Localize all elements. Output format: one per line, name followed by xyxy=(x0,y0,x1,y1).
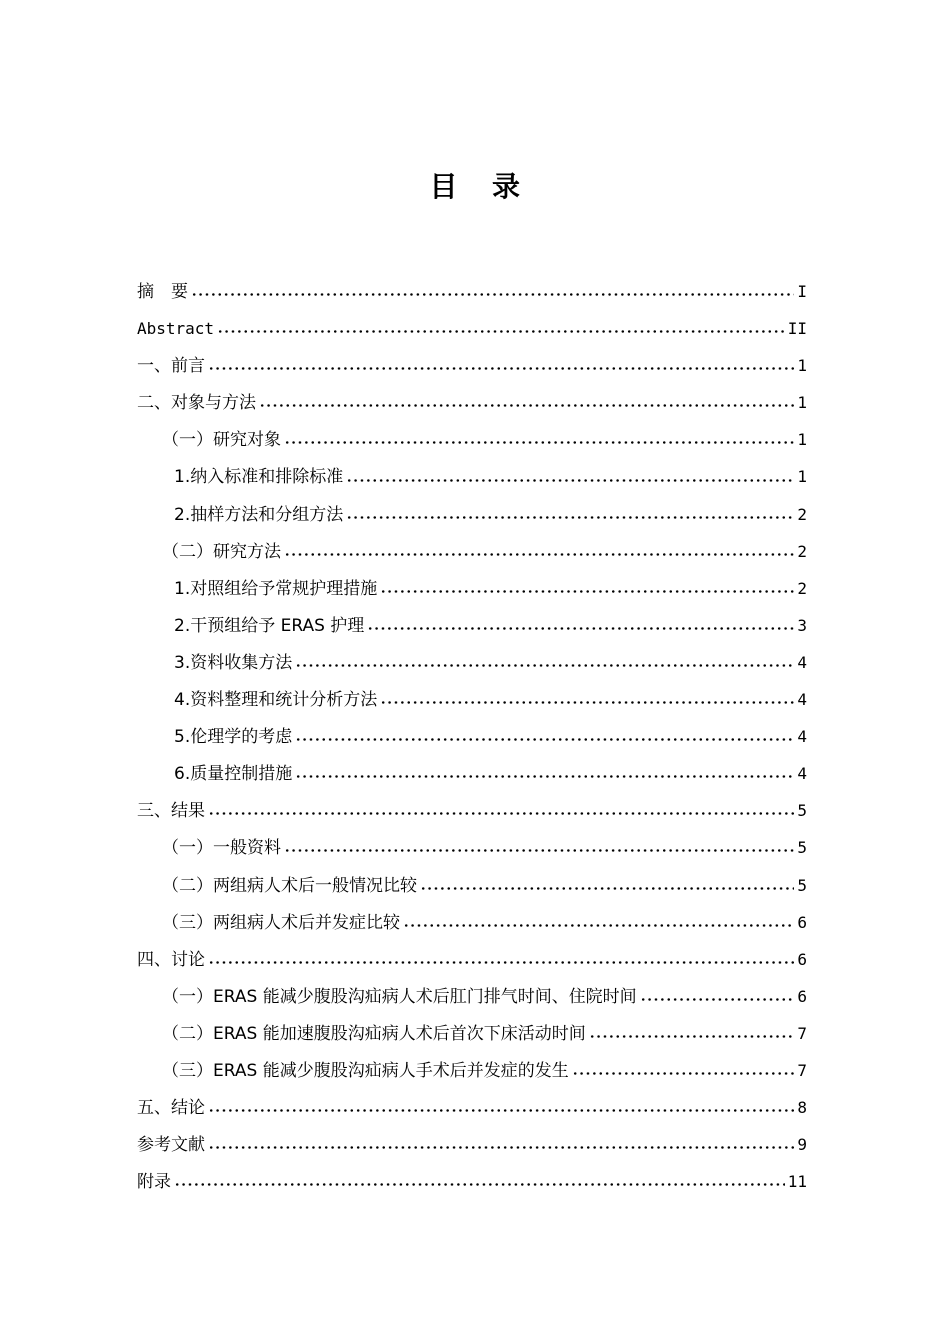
toc-entry[interactable] xyxy=(137,384,807,421)
toc-entry[interactable] xyxy=(137,1126,807,1163)
toc-entry[interactable] xyxy=(137,681,807,718)
toc-entry-title: 四、讨论 xyxy=(137,949,205,970)
toc-entry-page: 9 xyxy=(797,1135,807,1155)
toc-entry[interactable] xyxy=(137,755,807,792)
toc-entry-title: 三、结果 xyxy=(137,801,205,822)
toc-entry-page: I xyxy=(797,282,807,301)
toc-dot-leader xyxy=(295,738,794,741)
toc-entry[interactable] xyxy=(137,273,807,310)
toc-dot-leader xyxy=(208,812,794,815)
toc-entry-title: （二）ERAS 能加速腹股沟疝病人术后首次下床活动时间 xyxy=(162,1023,586,1044)
toc-entry-page: 4 xyxy=(797,690,807,710)
toc-entry-page: 2 xyxy=(797,578,807,598)
toc-entry-title: 2.干预组给予 ERAS 护理 xyxy=(174,615,365,636)
toc-entry-page: II xyxy=(787,319,807,339)
title-char-right: 录 xyxy=(492,170,521,203)
toc-entry-page: 2 xyxy=(797,504,807,524)
toc-dot-leader xyxy=(208,367,794,370)
toc-dot-leader xyxy=(380,701,794,704)
toc-entry-title: （一）一般资料 xyxy=(162,838,281,859)
toc-entry-title: 1.对照组给予常规护理措施 xyxy=(174,578,378,599)
toc-entry[interactable] xyxy=(137,1052,807,1089)
toc-entry[interactable] xyxy=(137,1015,807,1052)
toc-dot-leader xyxy=(403,924,794,927)
toc-entry-page: 2 xyxy=(797,541,807,561)
toc-entry[interactable] xyxy=(137,644,807,681)
toc-dot-leader xyxy=(640,998,795,1001)
toc-entry-page: 1 xyxy=(797,430,807,450)
toc-dot-leader xyxy=(191,293,794,296)
toc-entry[interactable] xyxy=(137,496,807,533)
toc-dot-leader xyxy=(420,887,794,890)
toc-dot-leader xyxy=(284,553,794,556)
toc-entry[interactable] xyxy=(137,347,807,384)
toc-dot-leader xyxy=(284,849,794,852)
toc-entry-page: 5 xyxy=(797,875,807,895)
toc-entry-title: 五、结论 xyxy=(137,1098,205,1119)
toc-entry-page: 1 xyxy=(797,356,807,376)
toc-entry-page: 6 xyxy=(797,986,807,1006)
toc-entry-title: （一）ERAS 能减少腹股沟疝病人术后肛门排气时间、住院时间 xyxy=(162,986,637,1007)
toc-entry-page: 5 xyxy=(797,838,807,858)
toc-entry-page: 4 xyxy=(797,727,807,747)
toc-entry-page: 1 xyxy=(797,467,807,487)
toc-entry[interactable] xyxy=(137,792,807,829)
toc-entry[interactable] xyxy=(137,533,807,570)
toc-entry[interactable] xyxy=(137,458,807,495)
toc-entry-title: 6.质量控制措施 xyxy=(174,764,293,785)
toc-entry[interactable] xyxy=(137,829,807,866)
toc-entry[interactable] xyxy=(137,607,807,644)
toc-entry-title: 2.抽样方法和分组方法 xyxy=(174,504,344,525)
toc-dot-leader xyxy=(380,590,794,593)
toc-entry-title: 4.资料整理和统计分析方法 xyxy=(174,690,378,711)
page-title xyxy=(0,165,950,205)
toc-entry-page: 7 xyxy=(797,1060,807,1080)
toc-dot-leader xyxy=(208,1146,794,1149)
toc-entry-title: 5.伦理学的考虑 xyxy=(174,727,293,748)
toc-entry[interactable] xyxy=(137,421,807,458)
toc-entry-title: 摘 要 xyxy=(137,282,188,302)
toc-entry-page: 3 xyxy=(797,615,807,635)
toc-entry-page: 4 xyxy=(797,652,807,672)
toc-entry[interactable] xyxy=(137,1163,807,1200)
toc-entry-page: 4 xyxy=(797,764,807,784)
toc-dot-leader xyxy=(208,961,794,964)
title-char-left: 目 xyxy=(429,170,458,203)
toc-entry-page: 8 xyxy=(797,1098,807,1118)
table-of-contents xyxy=(137,273,807,1200)
toc-dot-leader xyxy=(572,1072,795,1075)
toc-entry-title: （二）两组病人术后一般情况比较 xyxy=(162,875,417,896)
toc-entry-title: （三）ERAS 能减少腹股沟疝病人手术后并发症的发生 xyxy=(162,1060,569,1081)
toc-entry[interactable] xyxy=(137,978,807,1015)
toc-dot-leader xyxy=(346,516,794,519)
toc-entry[interactable] xyxy=(137,310,807,347)
toc-entry[interactable] xyxy=(137,718,807,755)
toc-entry-title: （一）研究对象 xyxy=(162,430,281,451)
toc-entry-title: 参考文献 xyxy=(137,1135,205,1156)
toc-entry-title: 3.资料收集方法 xyxy=(174,652,293,673)
toc-entry[interactable] xyxy=(137,570,807,607)
toc-entry-page: 6 xyxy=(797,949,807,969)
toc-entry[interactable] xyxy=(137,904,807,941)
toc-entry-page: 6 xyxy=(797,912,807,932)
toc-entry[interactable] xyxy=(137,867,807,904)
toc-dot-leader xyxy=(346,479,794,482)
toc-entry-title: 1.纳入标准和排除标准 xyxy=(174,467,344,488)
toc-entry-title: （二）研究方法 xyxy=(162,541,281,562)
toc-dot-leader xyxy=(208,1109,794,1112)
toc-entry-page: 11 xyxy=(787,1172,807,1192)
toc-dot-leader xyxy=(259,404,794,407)
toc-dot-leader xyxy=(174,1183,785,1186)
toc-dot-leader xyxy=(217,330,785,333)
toc-dot-leader xyxy=(295,664,794,667)
toc-entry-title: 一、前言 xyxy=(137,356,205,377)
toc-entry[interactable] xyxy=(137,1089,807,1126)
toc-dot-leader xyxy=(367,627,794,630)
toc-entry-title: 二、对象与方法 xyxy=(137,393,256,414)
toc-dot-leader xyxy=(284,441,794,444)
toc-entry-title: （三）两组病人术后并发症比较 xyxy=(162,912,400,933)
toc-entry-page: 5 xyxy=(797,801,807,821)
toc-dot-leader xyxy=(589,1035,795,1038)
toc-dot-leader xyxy=(295,775,794,778)
toc-entry[interactable] xyxy=(137,941,807,978)
toc-entry-page: 7 xyxy=(797,1023,807,1043)
toc-entry-page: 1 xyxy=(797,393,807,413)
toc-entry-title: 附录 xyxy=(137,1172,171,1193)
toc-entry-title: Abstract xyxy=(137,319,215,339)
